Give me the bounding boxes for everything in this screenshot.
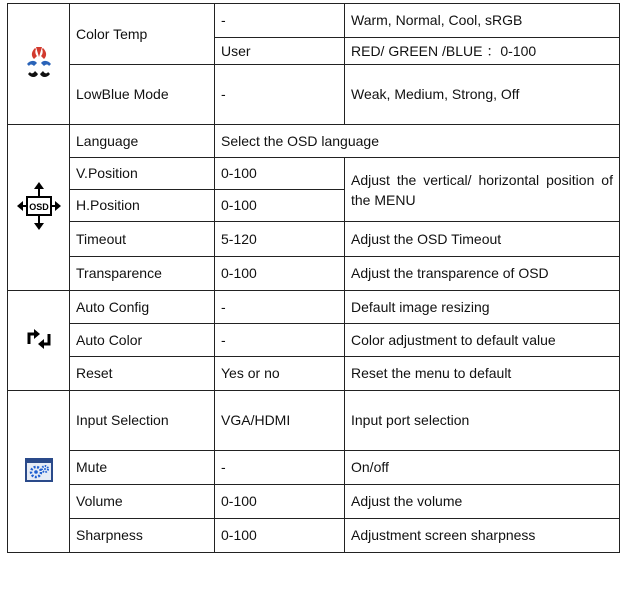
value-cell: Select the OSD language — [215, 125, 620, 158]
desc-cell: Adjust the volume — [345, 485, 620, 519]
item-label: H.Position — [70, 190, 215, 222]
desc-cell: On/off — [345, 451, 620, 485]
item-label: Reset — [70, 357, 215, 391]
value-cell: 0-100 — [215, 257, 345, 291]
table-row — [8, 357, 620, 391]
table-row — [8, 391, 620, 451]
item-label: Auto Color — [70, 324, 215, 357]
value-cell: - — [215, 324, 345, 357]
desc-cell: Adjustment screen sharpness — [345, 519, 620, 553]
item-label: LowBlue Mode — [70, 65, 215, 125]
osd-icon-cell — [8, 125, 70, 291]
value-cell: - — [215, 451, 345, 485]
value-cell: 0-100 — [215, 519, 345, 553]
value-cell: - — [215, 4, 345, 38]
item-label: Mute — [70, 451, 215, 485]
table-row — [8, 257, 620, 291]
desc-cell: Warm, Normal, Cool, sRGB — [345, 4, 620, 38]
item-label: V.Position — [70, 158, 215, 190]
table-row — [8, 222, 620, 257]
item-label: Language — [70, 125, 215, 158]
color-icon-cell — [8, 4, 70, 125]
item-label: Volume — [70, 485, 215, 519]
table-row — [8, 324, 620, 357]
table-row — [8, 485, 620, 519]
value-cell: VGA/HDMI — [215, 391, 345, 451]
value-cell: Yes or no — [215, 357, 345, 391]
color-wheel-icon — [22, 44, 56, 84]
item-label: Color Temp — [70, 4, 215, 65]
value-cell: 0-100 — [215, 158, 345, 190]
value-cell: 0-100 — [215, 190, 345, 222]
item-label: Timeout — [70, 222, 215, 257]
desc-cell: Adjust the transparence of OSD — [345, 257, 620, 291]
value-cell: - — [215, 65, 345, 125]
value-cell: 5-120 — [215, 222, 345, 257]
table-row — [8, 158, 620, 190]
desc-cell: Weak, Medium, Strong, Off — [345, 65, 620, 125]
item-label: Sharpness — [70, 519, 215, 553]
table-row — [8, 519, 620, 553]
item-label: Input Selection — [70, 391, 215, 451]
table-row — [8, 451, 620, 485]
value-cell: 0-100 — [215, 485, 345, 519]
desc-cell: RED/ GREEN /BLUE ：0-100 — [345, 38, 620, 65]
reset-arrows-icon — [24, 328, 54, 354]
desc-cell: Reset the menu to default — [345, 357, 620, 391]
desc-cell: Default image resizing — [345, 291, 620, 324]
settings-gear-icon — [25, 458, 53, 486]
table-row — [8, 291, 620, 324]
item-label: Transparence — [70, 257, 215, 291]
desc-cell: Input port selection — [345, 391, 620, 451]
reset-icon-cell — [8, 291, 70, 391]
osd-icon-text: OSD — [28, 201, 49, 212]
value-cell: - — [215, 291, 345, 324]
item-label: Auto Config — [70, 291, 215, 324]
desc-cell: Adjust the OSD Timeout — [345, 222, 620, 257]
value-cell: User — [215, 38, 345, 65]
table-row — [8, 125, 620, 158]
table-row — [8, 65, 620, 125]
table-row — [8, 4, 620, 38]
settings-icon-cell — [8, 391, 70, 553]
osd-menu-table — [7, 3, 620, 553]
osd-move-icon — [17, 181, 61, 235]
desc-cell: Color adjustment to default value — [345, 324, 620, 357]
desc-cell: Adjust the vertical/ horizontal position of the MENU — [345, 158, 620, 222]
